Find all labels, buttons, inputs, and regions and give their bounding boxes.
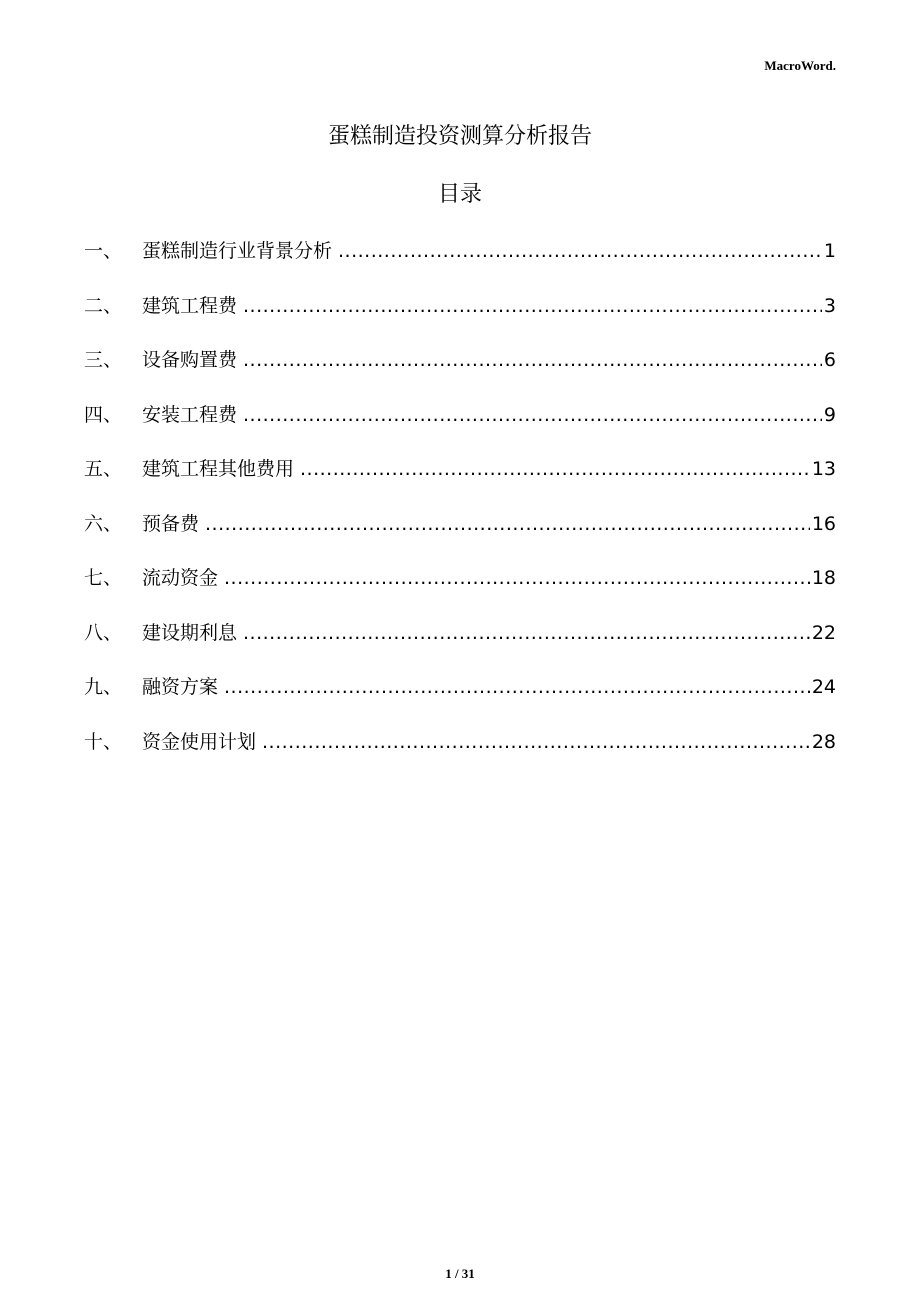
toc-entry-label: 设备购置费	[142, 349, 238, 371]
toc-dot-leader	[205, 507, 810, 541]
toc-entry[interactable]	[84, 343, 836, 398]
toc-entry-number: 九、	[84, 676, 123, 698]
toc-entry-label: 流动资金	[142, 567, 219, 589]
page-number-indicator: 1 / 31	[445, 1266, 475, 1281]
toc-entry[interactable]	[84, 725, 836, 780]
toc-dot-leader	[262, 725, 810, 759]
toc-entry[interactable]	[84, 452, 836, 507]
toc-entry[interactable]	[84, 289, 836, 344]
toc-entry[interactable]	[84, 670, 836, 725]
toc-entry-number: 七、	[84, 567, 123, 589]
toc-entry-number: 四、	[84, 403, 123, 426]
toc-entry-label: 蛋糕制造行业背景分析	[142, 240, 333, 262]
toc-entry-label: 建设期利息	[142, 621, 238, 644]
toc-entry-label: 建筑工程其他费用	[142, 458, 295, 480]
toc-entry-number: 五、	[84, 458, 123, 480]
toc-heading: 目录	[437, 182, 482, 207]
toc-entry-page: 3	[823, 294, 836, 317]
toc-entry-page: 22	[811, 621, 836, 644]
toc-entry-page: 13	[811, 458, 836, 480]
toc-entry[interactable]	[84, 616, 836, 671]
toc-dot-leader	[243, 616, 810, 650]
toc-dot-leader	[224, 670, 810, 704]
toc-entry-page: 18	[811, 567, 836, 589]
toc-entry-page: 24	[811, 676, 836, 698]
toc-dot-leader	[338, 234, 822, 268]
toc-entry-label: 融资方案	[142, 676, 219, 698]
toc-entry[interactable]	[84, 561, 836, 616]
table-of-contents	[84, 234, 836, 779]
toc-entry-page: 9	[823, 403, 836, 426]
toc-dot-leader	[300, 452, 810, 486]
toc-entry-number: 十、	[84, 730, 123, 753]
toc-entry-number: 三、	[84, 349, 123, 371]
toc-dot-leader	[243, 398, 822, 432]
toc-dot-leader	[224, 561, 810, 595]
toc-entry-label: 资金使用计划	[142, 730, 257, 753]
toc-entry-page: 16	[811, 512, 836, 535]
toc-entry-label: 安装工程费	[142, 403, 238, 426]
toc-entry-label: 建筑工程费	[142, 294, 238, 317]
toc-entry-number: 一、	[84, 240, 123, 262]
toc-entry-page: 6	[823, 349, 836, 371]
toc-entry-number: 六、	[84, 512, 123, 535]
toc-entry[interactable]	[84, 234, 836, 289]
toc-entry-label: 预备费	[142, 512, 200, 535]
toc-dot-leader	[243, 289, 822, 323]
toc-entry-number: 八、	[84, 621, 123, 644]
document-title: 蛋糕制造投资测算分析报告	[327, 124, 592, 149]
toc-entry[interactable]	[84, 398, 836, 453]
toc-dot-leader	[243, 343, 822, 377]
toc-entry-page: 1	[823, 240, 836, 262]
toc-entry-page: 28	[811, 730, 836, 753]
toc-entry[interactable]	[84, 507, 836, 562]
toc-entry-number: 二、	[84, 294, 123, 317]
header-brand: MacroWord.	[764, 58, 836, 73]
